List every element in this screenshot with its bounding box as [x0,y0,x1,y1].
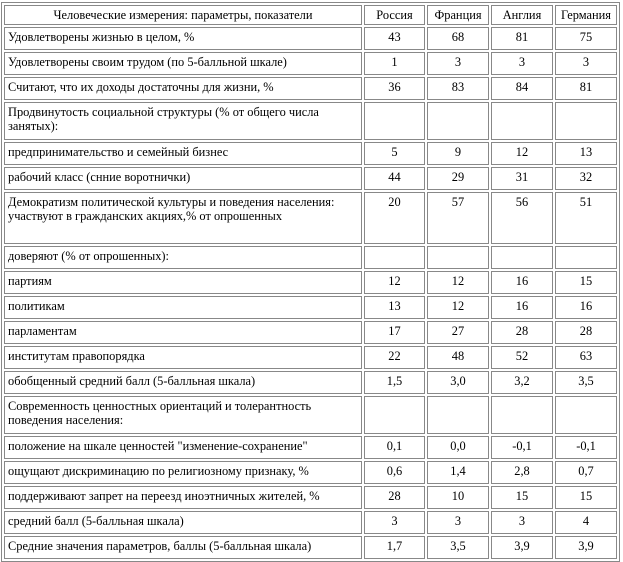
table-cell-russia [364,102,425,140]
header-cell-england: Англия [491,5,553,25]
table-cell-russia: 22 [364,346,425,369]
table-cell-england: 12 [491,142,553,165]
table-cell-france: 1,4 [427,461,489,484]
table-cell-germany [555,246,617,269]
table-cell-england: 3,9 [491,536,553,559]
table-cell-england: 3 [491,52,553,75]
table-cell-germany: 28 [555,321,617,344]
table-cell-england [491,102,553,140]
table-cell-england: 81 [491,27,553,50]
table-cell-russia: 28 [364,486,425,509]
table-cell-england: 3 [491,511,553,534]
table-cell-france: 27 [427,321,489,344]
table-cell-indicator: парламентам [4,321,362,344]
table-row [4,27,617,50]
table-cell-russia: 0,6 [364,461,425,484]
table-cell-france [427,396,489,434]
table-cell-france: 48 [427,346,489,369]
table-cell-russia: 43 [364,27,425,50]
table-cell-germany: 15 [555,271,617,294]
table-cell-russia [364,396,425,434]
table-cell-indicator: Средние значения параметров, баллы (5-балльная шкала) [4,536,362,559]
table-cell-france: 10 [427,486,489,509]
table-cell-england: 28 [491,321,553,344]
table-cell-russia: 0,1 [364,436,425,459]
table-row [4,321,617,344]
table-cell-germany: 3 [555,52,617,75]
table-cell-england: 56 [491,192,553,244]
table-cell-germany: 15 [555,486,617,509]
table-cell-germany: 75 [555,27,617,50]
table-cell-france: 12 [427,296,489,319]
table-cell-france: 3,5 [427,536,489,559]
table-body [4,27,617,559]
table-cell-germany: -0,1 [555,436,617,459]
table-cell-france: 12 [427,271,489,294]
table-cell-russia: 20 [364,192,425,244]
table-cell-france [427,246,489,269]
table-cell-france: 57 [427,192,489,244]
table-cell-germany: 0,7 [555,461,617,484]
table-row [4,102,617,140]
table-cell-russia: 17 [364,321,425,344]
table-cell-england: 84 [491,77,553,100]
table-cell-germany [555,396,617,434]
table-cell-indicator: политикам [4,296,362,319]
table-cell-germany: 3,5 [555,371,617,394]
header-row [4,5,617,25]
table-cell-indicator: доверяют (% от опрошенных): [4,246,362,269]
table-row [4,296,617,319]
table-cell-france: 3,0 [427,371,489,394]
table-cell-russia: 1,5 [364,371,425,394]
table-cell-france: 68 [427,27,489,50]
table-cell-russia [364,246,425,269]
table-row [4,436,617,459]
table-cell-indicator: Современность ценностных ориентаций и толерантность поведения населения: [4,396,362,434]
header-cell-germany: Германия [555,5,617,25]
table-cell-indicator: средний балл (5-балльная шкала) [4,511,362,534]
table-cell-russia: 12 [364,271,425,294]
comparison-table [1,2,620,562]
table-cell-indicator: Удовлетворены жизнью в целом, % [4,27,362,50]
table-cell-indicator: поддерживают запрет на переезд иноэтничных жителей, % [4,486,362,509]
table-row [4,271,617,294]
table-cell-russia: 13 [364,296,425,319]
header-cell-france: Франция [427,5,489,25]
table-cell-france: 0,0 [427,436,489,459]
table-row [4,346,617,369]
table-cell-indicator: ощущают дискриминацию по религиозному признаку, % [4,461,362,484]
table-cell-england: 15 [491,486,553,509]
table-cell-indicator: рабочий класс (снние воротнички) [4,167,362,190]
table-row [4,511,617,534]
table-cell-france: 3 [427,52,489,75]
table-cell-england: 16 [491,271,553,294]
table-cell-england: 31 [491,167,553,190]
table-row [4,396,617,434]
header-cell-indicator: Человеческие измерения: параметры, показатели [4,5,362,25]
table-row [4,192,617,244]
table-cell-england [491,396,553,434]
table-cell-england: 2,8 [491,461,553,484]
table-cell-england [491,246,553,269]
table-cell-indicator: Считают, что их доходы достаточны для жизни, % [4,77,362,100]
table-cell-germany: 16 [555,296,617,319]
table-cell-germany [555,102,617,140]
table-cell-germany: 4 [555,511,617,534]
table-cell-france [427,102,489,140]
table-cell-indicator: положение на шкале ценностей "изменение-сохранение" [4,436,362,459]
table-cell-indicator: Продвинутость социальной структуры (% от общего числа занятых): [4,102,362,140]
table-cell-germany: 81 [555,77,617,100]
table-row [4,52,617,75]
table-cell-russia: 3 [364,511,425,534]
table-row [4,536,617,559]
table-cell-germany: 3,9 [555,536,617,559]
table-cell-russia: 36 [364,77,425,100]
table-cell-indicator: Удовлетворены своим трудом (по 5-балльной шкале) [4,52,362,75]
table-cell-france: 29 [427,167,489,190]
table-cell-france: 83 [427,77,489,100]
table-row [4,371,617,394]
table-row [4,77,617,100]
table-cell-france: 9 [427,142,489,165]
table-cell-france: 3 [427,511,489,534]
table-row [4,461,617,484]
table-cell-indicator: институтам правопорядка [4,346,362,369]
table-cell-england: 3,2 [491,371,553,394]
table-row [4,246,617,269]
table-cell-england: 16 [491,296,553,319]
header-cell-russia: Россия [364,5,425,25]
table-cell-russia: 1 [364,52,425,75]
table-cell-indicator: предпринимательство и семейный бизнес [4,142,362,165]
table-cell-indicator: Демократизм политической культуры и поведения населения: участвуют в гражданских акциях,% от опрошенных [4,192,362,244]
table-cell-indicator: партиям [4,271,362,294]
table-row [4,167,617,190]
table-cell-germany: 63 [555,346,617,369]
table-cell-russia: 5 [364,142,425,165]
table-cell-indicator: обобщенный средний балл (5-балльная шкала) [4,371,362,394]
table-row [4,486,617,509]
table-cell-england: -0,1 [491,436,553,459]
table-cell-russia: 1,7 [364,536,425,559]
table-cell-england: 52 [491,346,553,369]
table-cell-germany: 51 [555,192,617,244]
table-row [4,142,617,165]
table-cell-germany: 13 [555,142,617,165]
table-cell-russia: 44 [364,167,425,190]
table-cell-germany: 32 [555,167,617,190]
